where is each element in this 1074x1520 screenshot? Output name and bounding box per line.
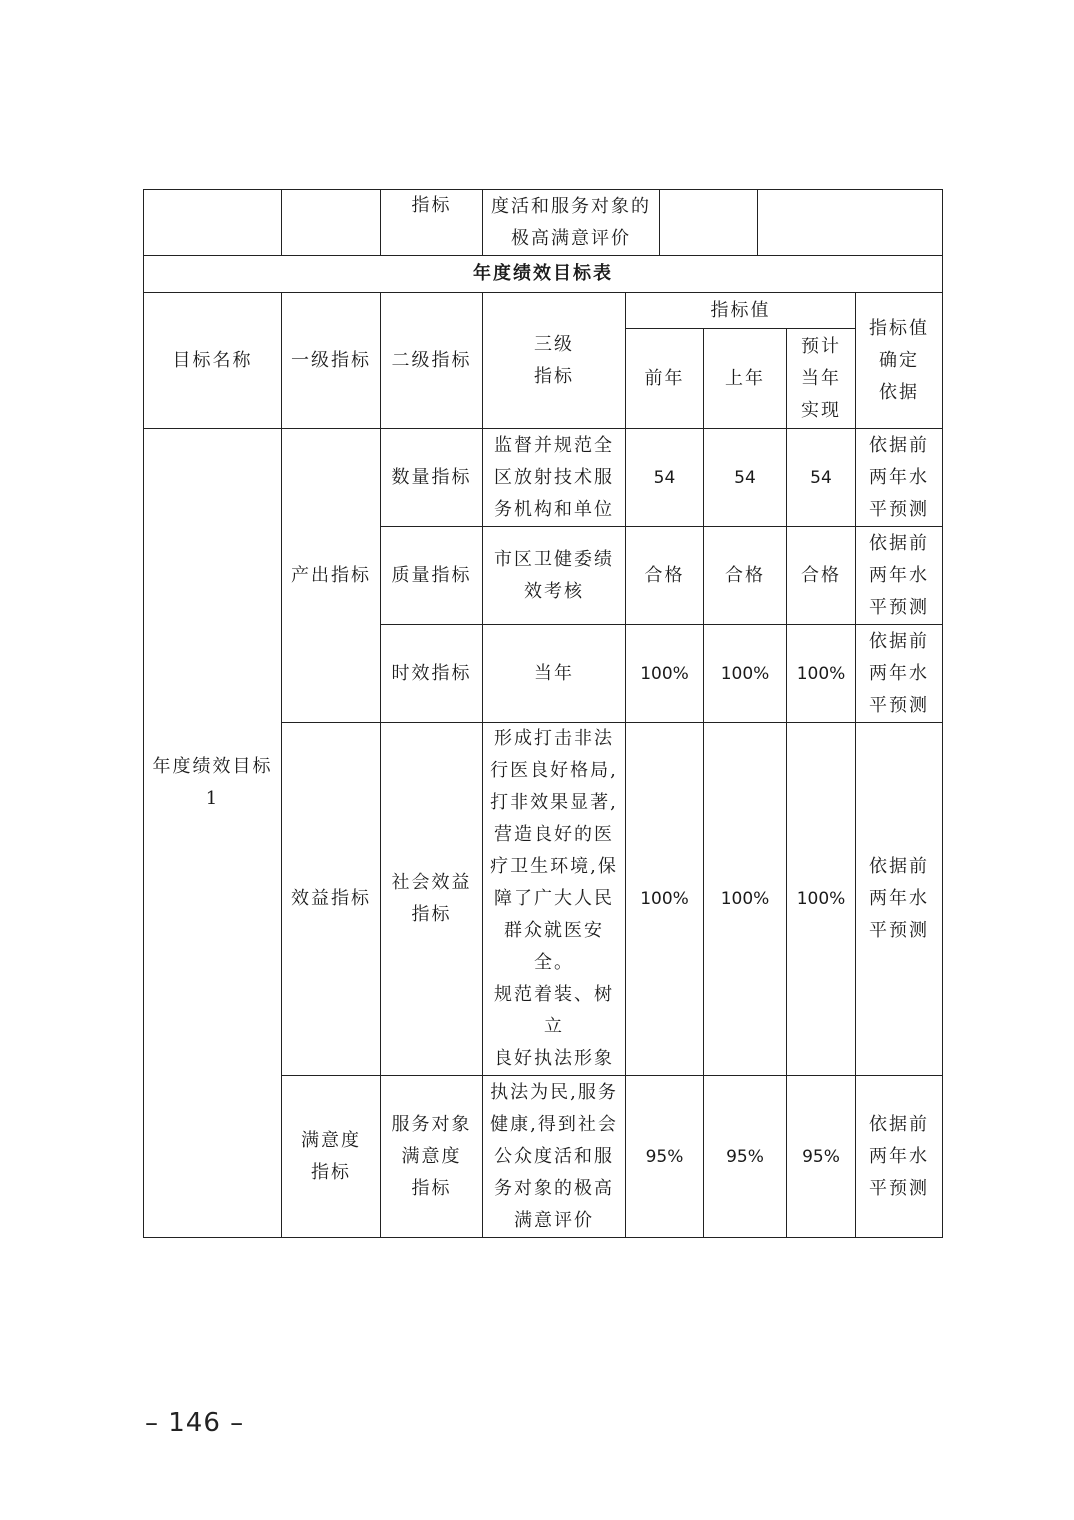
basis-cell: 依据前 两年水 平预测 xyxy=(856,429,943,527)
empty-cell xyxy=(282,190,381,256)
level1-output: 产出指标 xyxy=(282,429,381,723)
level3-cell: 当年 xyxy=(483,625,626,723)
level2-cell: 服务对象 满意度 指标 xyxy=(381,1076,483,1238)
basis-cell: 依据前 两年水 平预测 xyxy=(856,625,943,723)
level3-cell: 市区卫健委绩 效考核 xyxy=(483,527,626,625)
header-indicator-value: 指标值 xyxy=(626,293,856,329)
basis-cell: 依据前 两年水 平预测 xyxy=(856,1076,943,1238)
level2-cell: 数量指标 xyxy=(381,429,483,527)
basis-cell: 依据前 两年水 平预测 xyxy=(856,723,943,1076)
table-row xyxy=(144,429,943,527)
table-title-row xyxy=(144,256,943,293)
prev-value: 95% xyxy=(626,1076,704,1238)
level1-satisfaction: 满意度 指标 xyxy=(282,1076,381,1238)
prev-value: 100% xyxy=(626,625,704,723)
last-value: 100% xyxy=(704,625,787,723)
basis-cell: 依据前 两年水 平预测 xyxy=(856,527,943,625)
level2-cell: 指标 xyxy=(381,190,483,256)
last-value: 95% xyxy=(704,1076,787,1238)
header-level3: 三级 指标 xyxy=(483,293,626,429)
prev-value: 54 xyxy=(626,429,704,527)
empty-cell xyxy=(758,190,943,256)
prev-value: 合格 xyxy=(626,527,704,625)
prev-value: 100% xyxy=(626,723,704,1076)
last-value: 合格 xyxy=(704,527,787,625)
level3-cell: 度活和服务对象的 极高满意评价 xyxy=(483,190,660,256)
header-level1: 一级指标 xyxy=(282,293,381,429)
expected-value: 54 xyxy=(787,429,856,527)
header-basis: 指标值 确定 依据 xyxy=(856,293,943,429)
goal-name-cell: 年度绩效目标 1 xyxy=(144,429,282,1238)
expected-value: 95% xyxy=(787,1076,856,1238)
last-value: 100% xyxy=(704,723,787,1076)
level2-cell: 时效指标 xyxy=(381,625,483,723)
continuation-table xyxy=(143,189,943,256)
expected-value: 100% xyxy=(787,723,856,1076)
header-last-year: 上年 xyxy=(704,329,787,429)
table-title: 年度绩效目标表 xyxy=(144,256,943,293)
performance-target-table xyxy=(143,255,943,1238)
expected-value: 100% xyxy=(787,625,856,723)
level1-benefit: 效益指标 xyxy=(282,723,381,1076)
level3-cell: 形成打击非法 行医良好格局, 打非效果显著, 营造良好的医 疗卫生环境,保 障了广大人民 群众就医安全。 规范着装、树立 良好执法形象 xyxy=(483,723,626,1076)
header-level2: 二级指标 xyxy=(381,293,483,429)
header-goal-name: 目标名称 xyxy=(144,293,282,429)
expected-value: 合格 xyxy=(787,527,856,625)
level2-cell: 质量指标 xyxy=(381,527,483,625)
level3-cell: 执法为民,服务 健康,得到社会 公众度活和服 务对象的极高 满意评价 xyxy=(483,1076,626,1238)
last-value: 54 xyxy=(704,429,787,527)
page-number: – 146 – xyxy=(145,1408,245,1438)
header-expected: 预计 当年 实现 xyxy=(787,329,856,429)
header-row xyxy=(144,293,943,329)
empty-cell xyxy=(144,190,282,256)
level3-cell: 监督并规范全 区放射技术服 务机构和单位 xyxy=(483,429,626,527)
header-prev-year: 前年 xyxy=(626,329,704,429)
continuation-row xyxy=(144,190,943,256)
level2-cell: 社会效益 指标 xyxy=(381,723,483,1076)
empty-cell xyxy=(660,190,758,256)
